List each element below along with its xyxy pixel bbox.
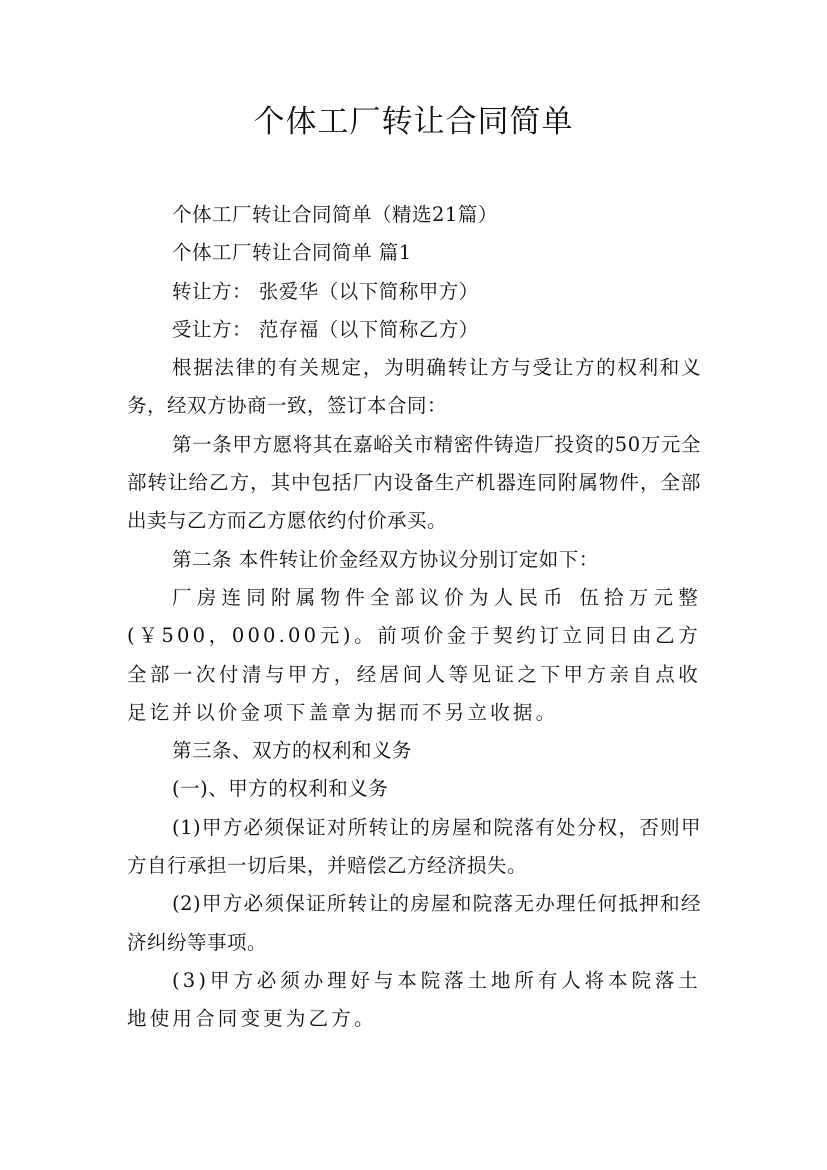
paragraph-price: 厂房连同附属物件全部议价为人民币 伍拾万元整(￥500，000.00元)。前项价金于契约订立同日由乙方全部一次付清与甲方，经居间人等见证之下甲方亲自点收足讫并以价金项下盖章为据而不另立收据。 <box>127 585 701 724</box>
paragraph-article-3: 第三条、双方的权利和义务 <box>172 739 413 763</box>
paragraph-section-heading: 个体工厂转让合同简单 篇1 <box>172 241 412 265</box>
paragraph-clause-2: (2)甲方必须保证所转让的房屋和院落无办理任何抵押和经济纠纷等事项。 <box>127 892 701 954</box>
paragraph-intro: 个体工厂转让合同简单（精选21篇） <box>172 203 498 226</box>
paragraph-clause-1: (1)甲方必须保证对所转让的房屋和院落有处分权，否则甲方自行承担一切后果，并赔偿乙方经济损失。 <box>127 815 701 878</box>
document-body <box>127 196 701 1039</box>
paragraph-transferor: 转让方： 张爱华（以下简称甲方） <box>172 279 479 303</box>
page-title: 个体工厂转让合同简单 <box>253 104 574 140</box>
paragraph-transferee: 受让方： 范存福（以下简称乙方） <box>172 317 479 341</box>
paragraph-article-2: 第二条 本件转让价金经双方协议分别订定如下： <box>172 547 599 571</box>
paragraph-article-1: 第一条甲方愿将其在嘉峪关市精密件铸造厂投资的50万元全部转让给乙方，其中包括厂内设备生产机器连同附属物件，全部出卖与乙方而乙方愿依约付价承买。 <box>127 432 701 533</box>
paragraph-preamble: 根据法律的有关规定，为明确转让方与受让方的权利和义务，经双方协商一致，签订本合同： <box>127 356 701 418</box>
paragraph-party-a-heading: (一)、甲方的权利和义务 <box>172 777 389 801</box>
paragraph-clause-3: (3)甲方必须办理好与本院落土地所有人将本院落土地使用合同变更为乙方。 <box>127 968 701 1031</box>
